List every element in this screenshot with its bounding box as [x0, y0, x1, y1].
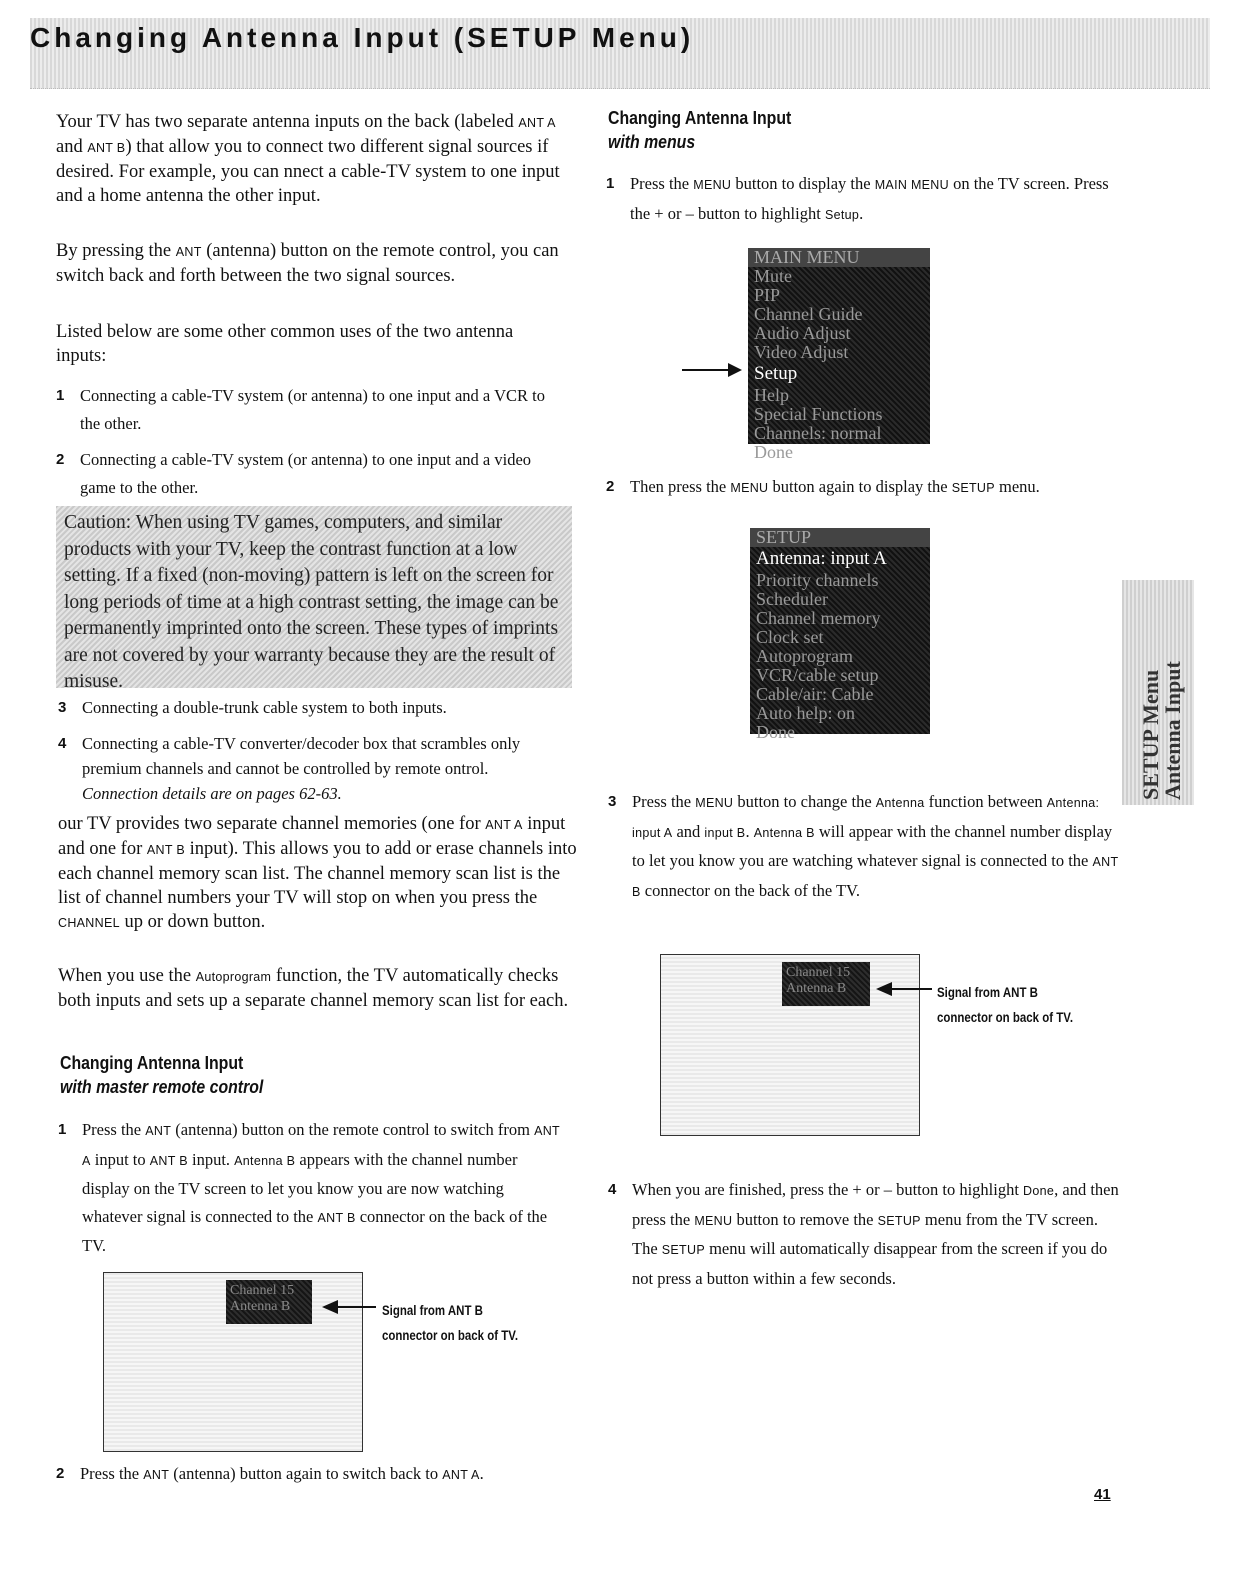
highlight-arrow — [682, 369, 732, 371]
setup-menu-illustration — [750, 528, 930, 742]
main-menu-item: Channels: normal — [754, 424, 882, 443]
callout-arrow — [336, 1306, 376, 1308]
arrow-right-icon — [728, 363, 742, 377]
uses-intro-paragraph: Listed below are some other common uses of the two antenna inputs: — [56, 322, 514, 366]
page-number: 41 — [1094, 1486, 1111, 1503]
main-menu-item: Special Functions — [754, 405, 883, 424]
setup-menu-item: Cable/air: Cable — [756, 685, 874, 704]
remote-step-2: 2 Press the ANT (antenna) button again to switch back to ANT A. — [56, 1464, 484, 1483]
channel-memory-paragraph: our TV provides two separate channel memories (one for ANT A input and one for ANT B input). This allows you to add or erase channels into each channel memory scan list. The channel memory scan list is the list of channel numbers your TV will stop on when you press the CHANNEL up or down button. — [58, 814, 577, 932]
setup-menu-title: SETUP — [750, 528, 930, 547]
caution-box: Caution: When using TV games, computers, and similar products with your TV, keep the contrast function at a low setting. If a fixed (non-moving) pattern is left on the screen for long periods of time at a high contrast setting, the image can be permanently imprinted onto the screen. These types of imprints are not covered by your warranty because they are the result of misuse. — [56, 506, 572, 688]
signal-callout: Signal from ANT B connector on back of TV. — [382, 1303, 519, 1343]
main-menu-item: Done — [754, 443, 793, 462]
menu-step-3: 3 Press the MENU button to change the Antenna function between Antenna: input A and input B. Antenna B will appear with the channel number display to let you know you are watching whatever signal is connected to the ANT B connector on the back of the TV. — [608, 792, 1119, 900]
setup-menu-item: VCR/cable setup — [756, 666, 879, 685]
setup-menu-item: Channel memory — [756, 609, 881, 628]
use-item-1: 1 Connecting a cable-TV system (or antenna) to one input and a VCR to the other. — [56, 386, 545, 433]
intro-paragraph: Your TV has two separate antenna inputs on the back (labeled ANT A and ANT B) that allow you to connect two different signal sources if desired. For example, you can nnect a cable-TV system to one input and a home antenna the other input. — [56, 112, 560, 206]
arrow-left-icon — [876, 982, 892, 996]
setup-menu-item: Auto help: on — [756, 704, 855, 723]
menu-step-1: 1 Press the MENU button to display the MAIN MENU on the TV screen. Press the + or – button to highlight Setup. — [606, 174, 1109, 223]
use-item-2: 2 Connecting a cable-TV system (or antenna) to one input and a video game to the other. — [56, 450, 532, 497]
setup-menu-item-highlighted: Antenna: input A — [756, 548, 887, 569]
main-menu-illustration — [748, 248, 930, 462]
side-tab-label: SETUP Menu Antenna Input — [1138, 661, 1185, 800]
menu-step-4: 4 When you are finished, press the + or – button to highlight Done, and then press the MENU button to remove the SETUP menu from the TV screen. The SETUP menu will automatically disappear from the screen if you do not press a button within a few seconds. — [608, 1180, 1119, 1288]
setup-menu-item: Priority channels — [756, 571, 879, 590]
main-menu-item: Help — [754, 386, 789, 405]
channel-display-box: Channel 15 Antenna B — [226, 1280, 312, 1324]
menu-step-2: 2 Then press the MENU button again to display the SETUP menu. — [606, 477, 1040, 496]
main-menu-item-highlighted: Setup — [754, 363, 798, 384]
setup-menu-item: Autoprogram — [756, 647, 853, 666]
use-item-4: 4 Connecting a cable-TV converter/decoder box that scrambles only premium channels and cannot be controlled by remote ontrol. Connection details are on pages 62-63. — [58, 734, 521, 803]
main-menu-item: Video Adjust — [754, 343, 849, 362]
main-menu-item: Audio Adjust — [754, 324, 851, 343]
setup-menu-item: Done — [756, 723, 795, 742]
main-menu-item: PIP — [754, 286, 781, 305]
arrow-left-icon — [322, 1300, 338, 1314]
setup-menu-item: Scheduler — [756, 590, 828, 609]
page-title: Changing Antenna Input (SETUP Menu) — [30, 22, 695, 53]
signal-callout-2: Signal from ANT B connector on back of TV. — [937, 985, 1074, 1025]
heading-menus: Changing Antenna Input with menus — [608, 108, 792, 152]
remote-step-1: 1 Press the ANT (antenna) button on the remote control to switch from ANT A input to ANT B input. Antenna B appears with the channel number display on the TV screen to let you know you are now watching whatever signal is connected to the ANT B connector on the back of the TV. — [58, 1120, 560, 1255]
main-menu-item: Mute — [754, 267, 792, 286]
autoprogram-paragraph: When you use the Autoprogram function, the TV automatically checks both inputs and sets up a separate channel memory scan list for each. — [58, 966, 569, 1011]
heading-remote: Changing Antenna Input with master remote control — [60, 1053, 264, 1097]
setup-menu-item: Clock set — [756, 628, 824, 647]
ant-button-paragraph: By pressing the ANT (antenna) button on the remote control, you can switch back and forth between the two signal sources. — [56, 241, 559, 286]
use-item-3: 3 Connecting a double-trunk cable system to both inputs. — [58, 698, 447, 717]
main-menu-item: Channel Guide — [754, 305, 863, 324]
callout-arrow-2 — [892, 988, 932, 990]
channel-display-box-2: Channel 15 Antenna B — [782, 962, 870, 1006]
main-menu-title: MAIN MENU — [748, 248, 930, 267]
